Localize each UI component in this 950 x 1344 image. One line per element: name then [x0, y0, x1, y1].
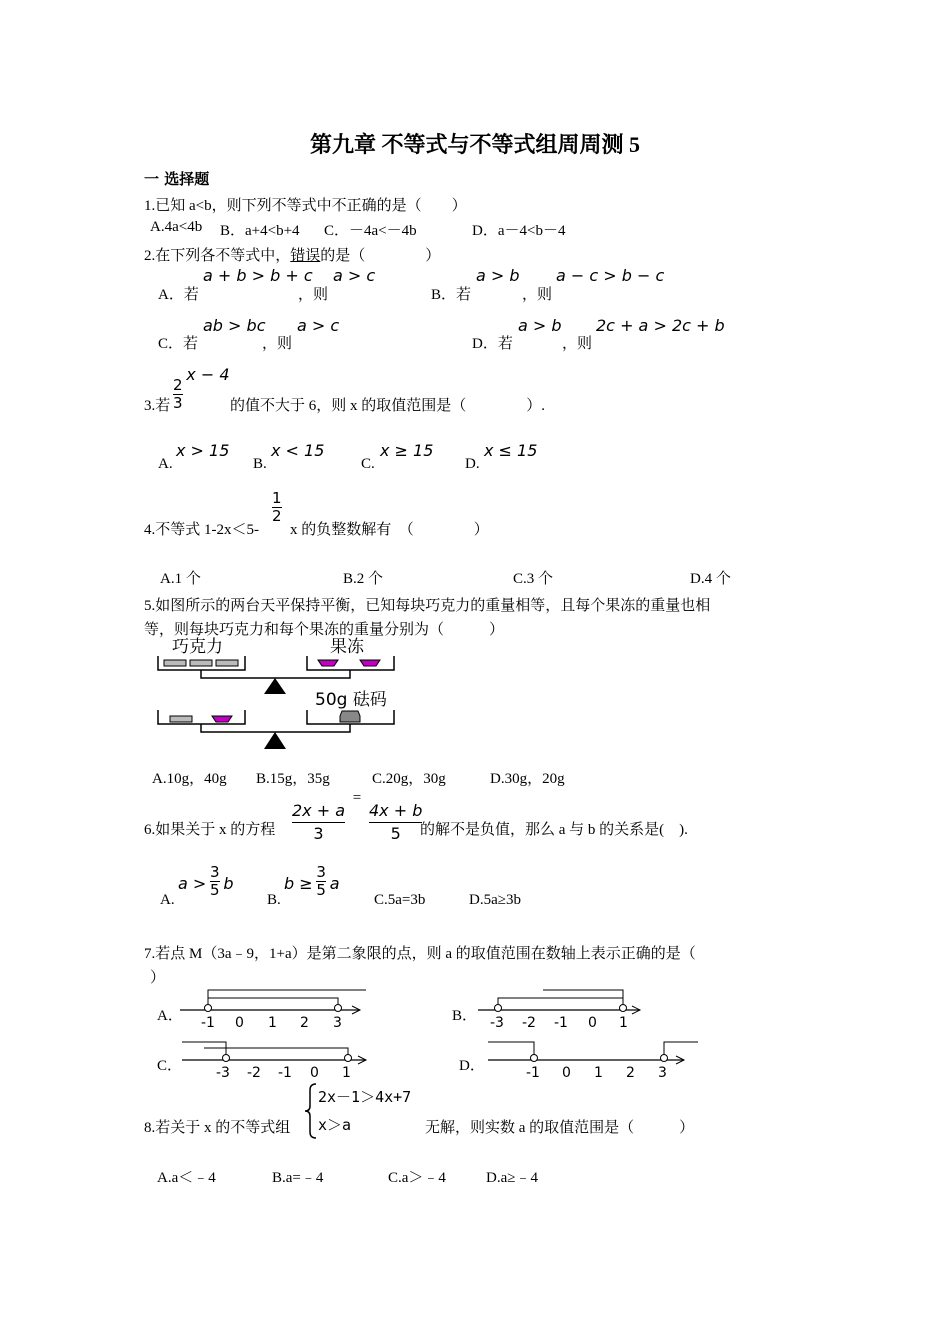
q4-post: x 的负整数解有 （ ） — [290, 522, 489, 538]
q2-c-then: a > c — [297, 316, 340, 335]
q6-option-b — [284, 864, 340, 899]
tick-label: 1 — [594, 1065, 603, 1080]
q6-label-b: B. — [267, 892, 281, 908]
weight-50g — [340, 711, 360, 722]
q6-num1: 2x + a — [292, 801, 346, 820]
q6-a-den: 5 — [210, 881, 220, 899]
q2-d-if: a > b — [518, 316, 562, 335]
q6-b-num: 3 — [316, 863, 326, 881]
q2-b-ruo: 若 — [456, 287, 472, 303]
tick-label: 3 — [333, 1015, 342, 1030]
chocolate-block — [164, 660, 186, 666]
q6-den2: 5 — [390, 824, 401, 843]
q2-b-label: B． — [431, 287, 457, 303]
q2-b-then: a − c > b − c — [556, 266, 665, 285]
tick-label: 1 — [268, 1015, 277, 1030]
q2-option-d — [472, 332, 513, 353]
tick-label: 0 — [235, 1015, 244, 1030]
balance-figure — [150, 632, 410, 756]
q2-stem-post: 的是（ ） — [320, 248, 441, 264]
q3-fraction — [173, 377, 183, 412]
q3-option-c: x ≥ 15 — [380, 441, 434, 460]
q4-fraction — [272, 490, 282, 525]
q6-a-rhs: b — [223, 874, 234, 893]
q1-option-d: D．a－4<b－4 — [472, 223, 566, 239]
jelly-cup — [212, 716, 232, 722]
q4-pre: 4.不等式 1-2x＜5- — [144, 522, 259, 538]
q5-stem-line2: 等，则每块巧克力和每个果冻的重量分别为（ ） — [144, 622, 505, 638]
tick-label: -2 — [247, 1065, 261, 1080]
q6-post: 的解不是负值，那么 a 与 b 的关系是( ). — [420, 822, 688, 838]
q2-option-b — [431, 283, 471, 304]
tick-label: 2 — [300, 1015, 309, 1030]
q3-pre: 3.若 — [144, 398, 171, 414]
q3-label-d: D. — [465, 456, 480, 472]
q1-option-c: C．－4a<－4b — [324, 223, 417, 239]
q3-denominator: 3 — [173, 394, 183, 412]
q6-num2: 4x + b — [369, 801, 423, 820]
q2-stem-pre: 2.在下列各不等式中， — [144, 248, 291, 264]
chocolate-block — [170, 716, 192, 722]
q4-option-a: A.1 个 — [160, 571, 201, 587]
q4-numerator: 1 — [272, 489, 282, 507]
q1-option-a: A.4a<4b — [150, 219, 203, 235]
q6-label-a: A. — [160, 892, 175, 908]
label-jelly: 果冻 — [330, 637, 364, 657]
q3-numerator: 2 — [173, 376, 183, 394]
q6-option-c: C.5a=3b — [374, 892, 426, 908]
q5-option-b: B.15g，35g — [256, 771, 330, 787]
q2-c-ze: ，则 — [262, 336, 293, 352]
q1-stem: 1.已知 a<b，则下列不等式中不正确的是（ ） — [144, 198, 467, 214]
q8-option-d: D.a≥﹣4 — [486, 1170, 538, 1186]
q3-post: 的值不大于 6，则 x 的取值范围是（ ）. — [230, 398, 546, 414]
q2-a-then: a > c — [333, 266, 376, 285]
q2-option-a — [158, 283, 199, 304]
q6-b-lhs: b ≥ — [284, 874, 313, 893]
q2-a-if: a + b > b + c — [203, 266, 313, 285]
q8-post: 无解，则实数 a 的取值范围是（ ） — [425, 1120, 695, 1136]
q6-option-d: D.5a≥3b — [469, 892, 521, 908]
q8-system-line1: 2x－1＞4x+7 — [318, 1088, 412, 1106]
q6-option-a — [178, 864, 234, 899]
q7-stem-line1: 7.若点 M（3a﹣9，1+a）是第二象限的点，则 a 的取值范围在数轴上表示正确的是（ — [144, 946, 696, 962]
q7-numberline-a — [180, 984, 370, 1030]
q2-d-label: D． — [472, 336, 498, 352]
tick-label: -3 — [490, 1015, 504, 1030]
q7-label-b: B． — [452, 1008, 478, 1024]
tick-label: 1 — [619, 1015, 628, 1030]
q4-option-b: B.2 个 — [343, 571, 384, 587]
q4-option-c: C.3 个 — [513, 571, 554, 587]
q7-numberline-b — [478, 984, 648, 1030]
balance-beam — [201, 724, 350, 732]
q2-b-if: a > b — [476, 266, 520, 285]
q2-option-c — [158, 332, 198, 353]
q6-equation — [292, 790, 422, 845]
q8-system-line2: x＞a — [318, 1116, 352, 1134]
q7-label-d: D． — [459, 1058, 485, 1074]
q2-c-ruo: 若 — [183, 336, 199, 352]
q6-den1: 3 — [313, 824, 324, 843]
q7-stem-line2: ） — [150, 970, 166, 986]
q7-numberline-c — [182, 1034, 372, 1080]
q8-option-b: B.a=﹣4 — [272, 1170, 324, 1186]
jelly-cup — [360, 660, 380, 666]
tick-label: 0 — [588, 1015, 597, 1030]
q2-a-label: A． — [158, 287, 184, 303]
q1-option-b: B．a+4<b+4 — [220, 223, 300, 239]
q6-a-num: 3 — [210, 863, 220, 881]
q7-numberline-d — [488, 1034, 700, 1080]
q3-option-a: x > 15 — [176, 441, 230, 460]
label-weight: 50g 砝码 — [315, 690, 387, 710]
q5-stem-line1: 5.如图所示的两台天平保持平衡，已知每块巧克力的重量相等，且每个果冻的重量也相 — [144, 598, 711, 614]
tick-label: 0 — [562, 1065, 571, 1080]
q8-pre: 8.若关于 x 的不等式组 — [144, 1120, 291, 1136]
jelly-cup — [318, 660, 338, 666]
q2-stem — [144, 244, 440, 265]
tick-label: -2 — [522, 1015, 536, 1030]
q2-a-ruo: 若 — [183, 287, 199, 303]
tick-label: 3 — [658, 1065, 667, 1080]
tick-label: -1 — [278, 1065, 292, 1080]
q5-option-a: A.10g，40g — [152, 771, 227, 787]
q3-option-d: x ≤ 15 — [484, 441, 538, 460]
q5-option-c: C.20g，30g — [372, 771, 446, 787]
fulcrum — [264, 678, 286, 694]
q7-label-a: A． — [157, 1008, 183, 1024]
q3-label-b: B. — [253, 456, 267, 472]
balance-beam — [201, 670, 350, 678]
chocolate-block — [190, 660, 212, 666]
page-title: 第九章 不等式与不等式组周周测 5 — [309, 132, 640, 157]
q3-rest: x − 4 — [186, 365, 230, 384]
q5-option-d: D.30g，20g — [490, 771, 565, 787]
fulcrum — [264, 732, 286, 749]
tick-label: -1 — [554, 1015, 568, 1030]
q8-option-a: A.a＜﹣4 — [157, 1170, 216, 1186]
tick-label: 2 — [626, 1065, 635, 1080]
q3-option-b: x < 15 — [271, 441, 325, 460]
brace-icon — [304, 1082, 318, 1140]
q2-d-then: 2c + a > 2c + b — [596, 316, 725, 335]
q6-equals: = — [352, 790, 362, 806]
q6-b-den: 5 — [316, 881, 326, 899]
q4-denominator: 2 — [272, 507, 282, 525]
tick-label: -1 — [526, 1065, 540, 1080]
q6-pre: 6.如果关于 x 的方程 — [144, 822, 276, 838]
q4-option-d: D.4 个 — [690, 571, 731, 587]
q6-b-rhs: a — [329, 874, 340, 893]
q7-label-c: C． — [157, 1058, 183, 1074]
tick-label: -3 — [216, 1065, 230, 1080]
q3-label-c: C. — [361, 456, 375, 472]
q3-expression — [173, 365, 230, 412]
q2-d-ruo: 若 — [497, 336, 513, 352]
tick-label: 1 — [342, 1065, 351, 1080]
q2-c-label: C． — [158, 336, 184, 352]
q2-b-ze: ，则 — [522, 287, 553, 303]
q2-d-ze: ，则 — [562, 336, 593, 352]
label-chocolate: 巧克力 — [172, 637, 223, 657]
q3-label-a: A. — [158, 456, 173, 472]
tick-label: 0 — [310, 1065, 319, 1080]
q6-a-lhs: a > — [178, 874, 207, 893]
q2-a-ze: ，则 — [298, 287, 329, 303]
chocolate-block — [216, 660, 238, 666]
q8-option-c: C.a＞﹣4 — [388, 1170, 446, 1186]
q2-stem-emphasis: 错误 — [290, 248, 321, 264]
tick-label: -1 — [201, 1015, 215, 1030]
section-heading: 一 选择题 — [144, 170, 210, 188]
q2-c-if: ab > bc — [203, 316, 266, 335]
